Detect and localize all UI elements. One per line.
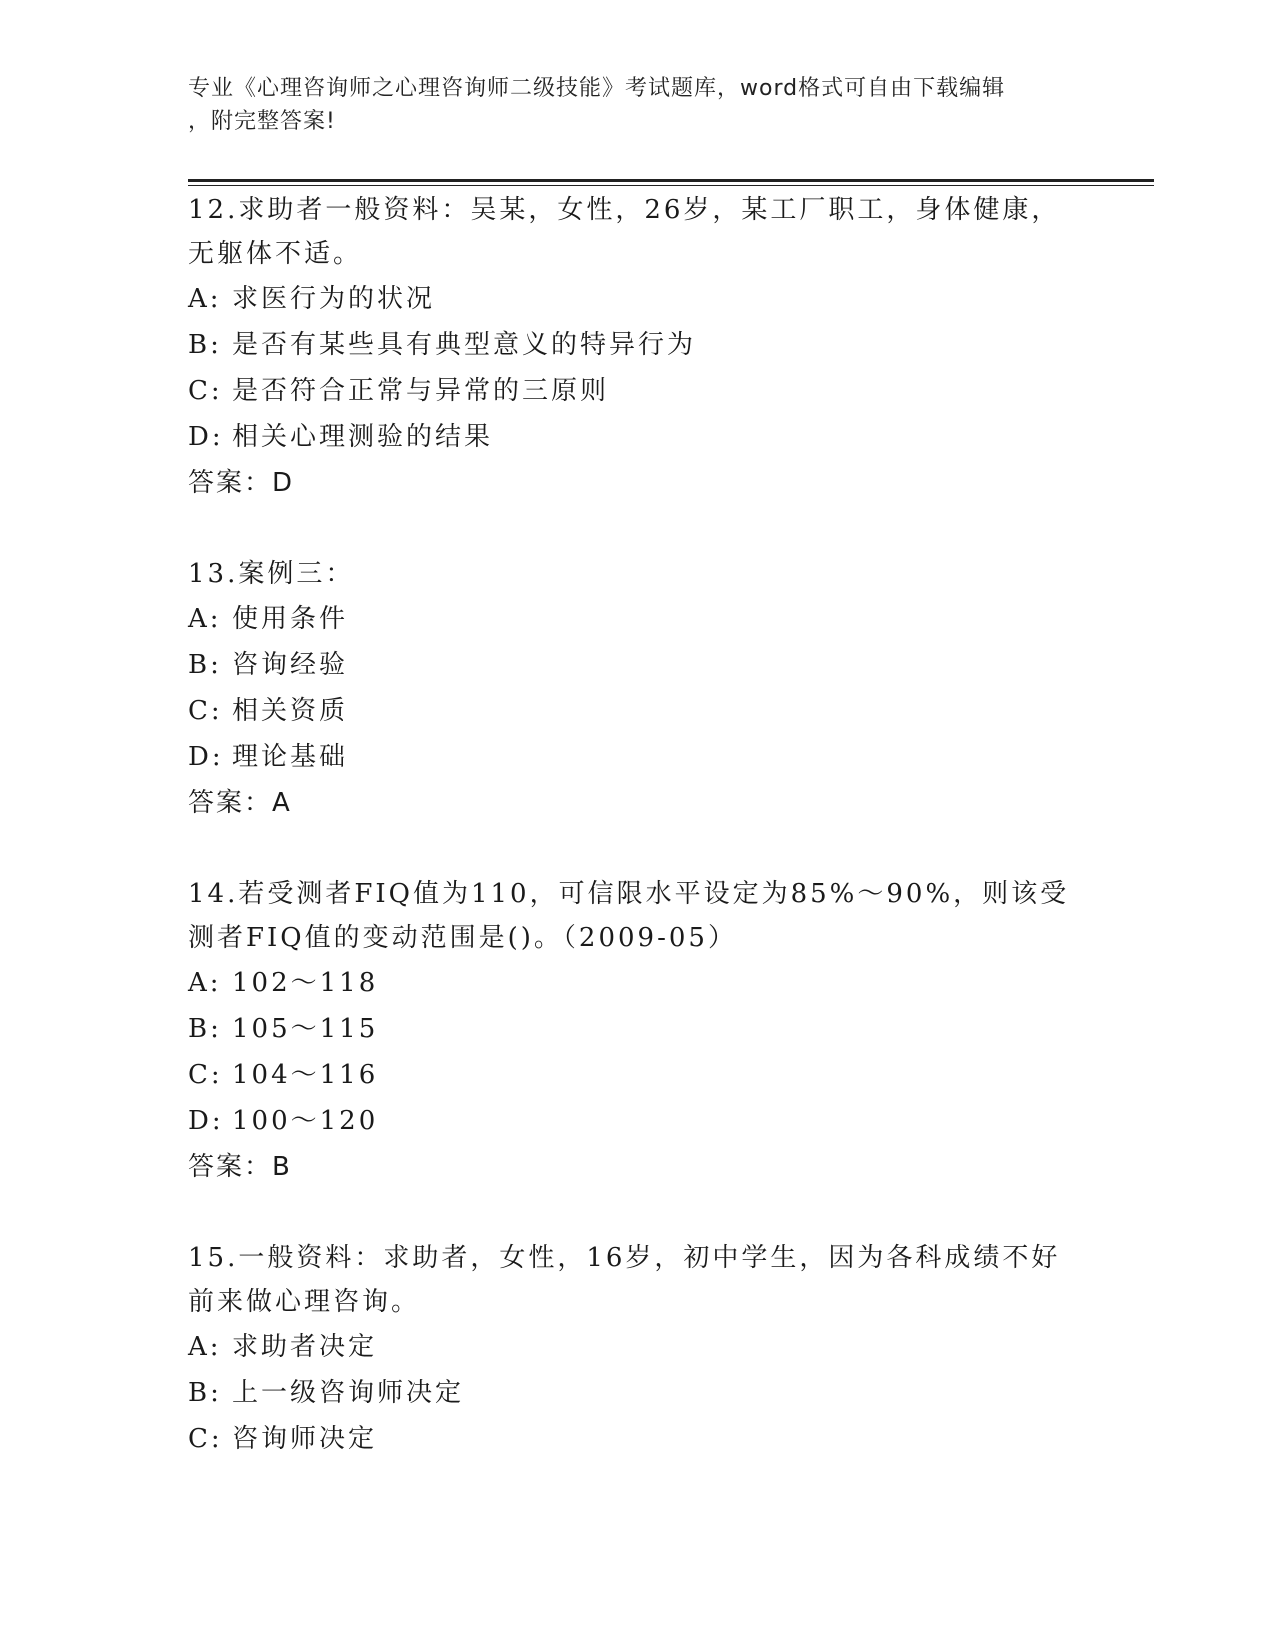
option-c [188, 1052, 1088, 1098]
option-letter: A: [188, 604, 222, 634]
option-text: 104～116 [232, 1060, 379, 1090]
option-text: 相关心理测验的结果 [232, 422, 494, 452]
option-text: 102～118 [232, 968, 379, 998]
header-rule-thick [188, 179, 1154, 182]
option-a [188, 596, 1088, 642]
option-text: 咨询经验 [232, 650, 349, 680]
option-c [188, 688, 1088, 734]
option-letter: B: [188, 1378, 222, 1408]
option-b [188, 322, 1088, 368]
option-letter: D: [188, 422, 224, 452]
option-a [188, 1324, 1088, 1370]
option-text: 咨询师决定 [232, 1424, 378, 1454]
option-b [188, 1006, 1088, 1052]
option-text: 理论基础 [232, 742, 349, 772]
answer-line: 答案：A [188, 788, 292, 818]
question-12 [188, 188, 1088, 506]
option-letter: B: [188, 330, 222, 360]
option-d [188, 734, 1088, 780]
question-list [188, 188, 1088, 1508]
option-text: 相关资质 [232, 696, 349, 726]
option-a [188, 276, 1088, 322]
header-line-2: ，附完整答案! [188, 109, 336, 134]
option-letter: C: [188, 376, 223, 406]
option-c [188, 368, 1088, 414]
option-text: 使用条件 [232, 604, 349, 634]
option-letter: A: [188, 284, 222, 314]
option-letter: D: [188, 1106, 224, 1136]
option-text: 求助者决定 [232, 1332, 378, 1362]
option-text: 是否有某些具有典型意义的特异行为 [232, 330, 697, 360]
option-letter: B: [188, 650, 222, 680]
option-letter: D: [188, 742, 224, 772]
option-text: 100～120 [232, 1106, 379, 1136]
question-stem: 14.若受测者FIQ值为110，可信限水平设定为85%～90%，则该受测者FIQ值的变动范围是()。（2009-05） [188, 879, 1070, 953]
option-letter: C: [188, 1424, 223, 1454]
option-a [188, 960, 1088, 1006]
question-15 [188, 1236, 1088, 1462]
option-letter: B: [188, 1014, 222, 1044]
option-b [188, 642, 1088, 688]
header-rule-thin [188, 185, 1154, 186]
question-stem: 15.一般资料：求助者，女性，16岁，初中学生，因为各科成绩不好前来做心理咨询。 [188, 1243, 1061, 1317]
option-text: 105～115 [232, 1014, 379, 1044]
option-text: 是否符合正常与异常的三原则 [232, 376, 610, 406]
header-line-1: 专业《心理咨询师之心理咨询师二级技能》考试题库，word格式可自由下载编辑 [188, 76, 1006, 101]
option-c [188, 1416, 1088, 1462]
question-13 [188, 552, 1088, 826]
option-text: 上一级咨询师决定 [232, 1378, 465, 1408]
option-letter: C: [188, 1060, 223, 1090]
option-b [188, 1370, 1088, 1416]
document-header [188, 72, 1068, 138]
answer-line: 答案：B [188, 1152, 292, 1182]
answer-line: 答案：D [188, 468, 295, 498]
option-d [188, 414, 1088, 460]
option-letter: A: [188, 1332, 222, 1362]
option-letter: C: [188, 696, 223, 726]
option-text: 求医行为的状况 [232, 284, 436, 314]
question-stem: 13.案例三： [188, 559, 355, 589]
option-letter: A: [188, 968, 222, 998]
question-stem: 12.求助者一般资料：吴某，女性，26岁，某工厂职工，身体健康，无躯体不适。 [188, 195, 1061, 269]
question-14 [188, 872, 1088, 1190]
option-d [188, 1098, 1088, 1144]
